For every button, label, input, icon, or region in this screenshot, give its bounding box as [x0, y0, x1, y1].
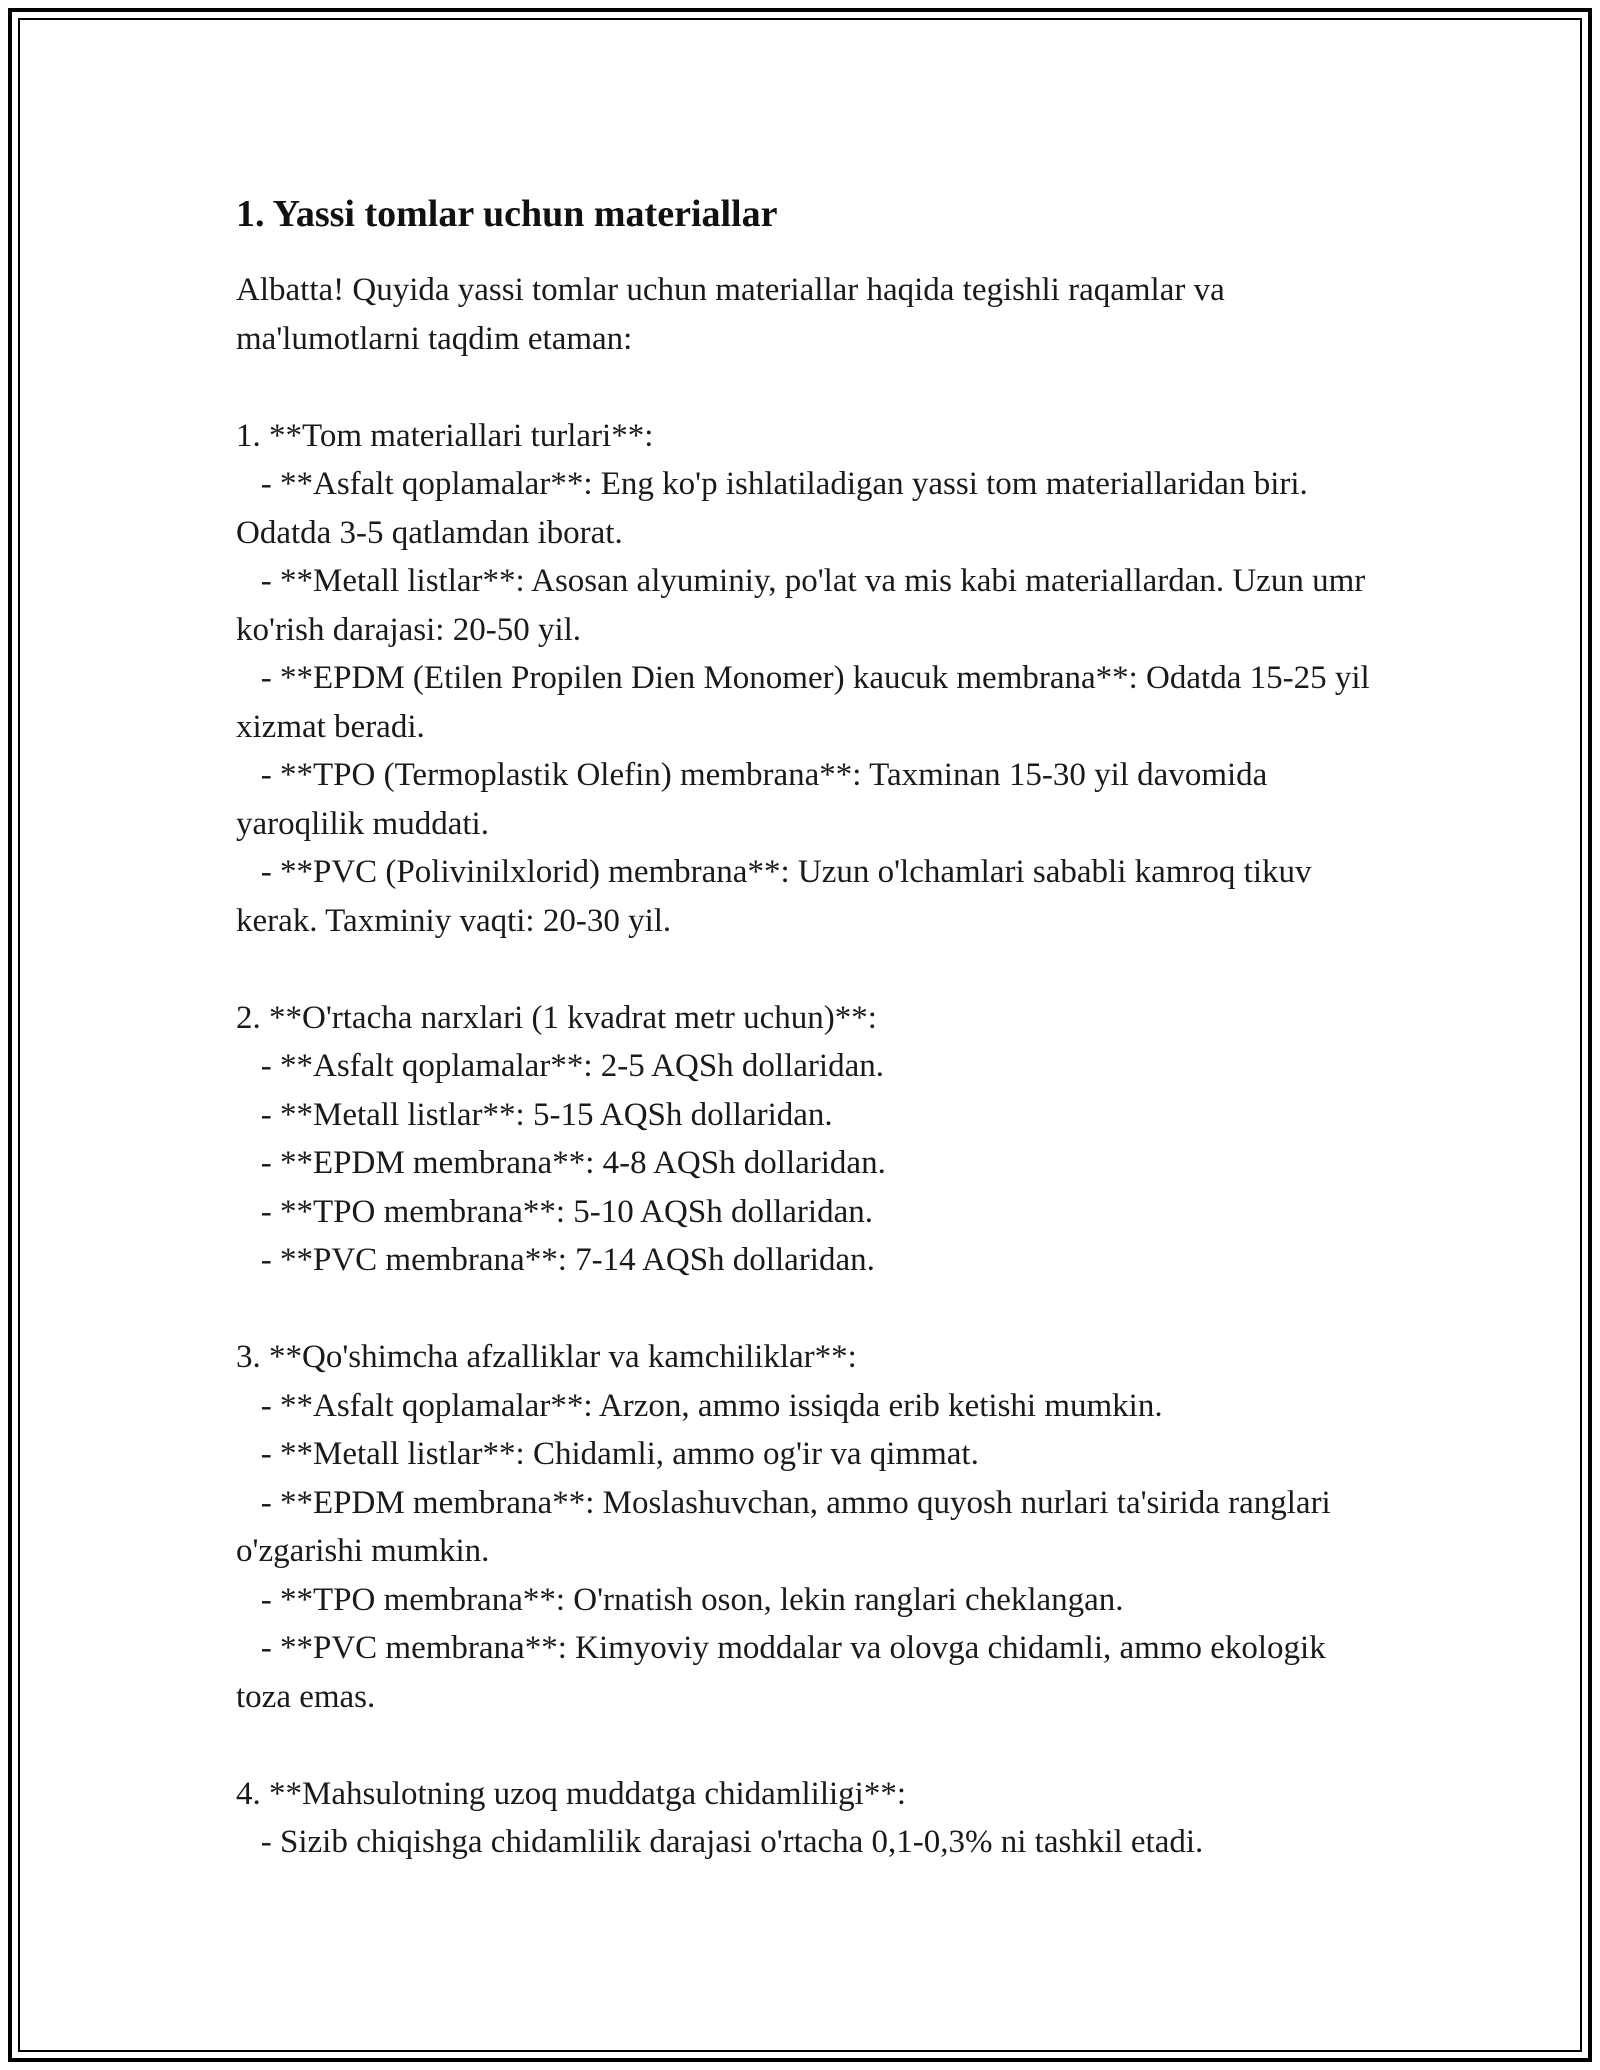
list-item: - **EPDM (Etilen Propilen Dien Monomer) kaucuk membrana**: Odatda 15-25 yil xizmat beradi.	[236, 660, 1370, 745]
section-1	[236, 412, 1376, 946]
section-4	[236, 1770, 1376, 1867]
list-item: - **PVC (Polivinilxlorid) membrana**: Uzun o'lchamlari sababli kamroq tikuv kerak. Taxminiy vaqti: 20-30 yil.	[236, 854, 1312, 939]
list-item: - **EPDM membrana**: 4-8 AQSh dollaridan.	[260, 1145, 886, 1181]
list-item: - **TPO membrana**: 5-10 AQSh dollaridan.	[260, 1193, 873, 1230]
list-item: - **EPDM membrana**: Moslashuvchan, ammo quyosh nurlari ta'sirida ranglari o'zgarishi mumkin.	[236, 1484, 1331, 1569]
list-item: - **Asfalt qoplamalar**: Arzon, ammo issiqda erib ketishi mumkin.	[260, 1387, 1163, 1424]
spacer	[236, 1285, 1376, 1334]
list-item: - **Asfalt qoplamalar**: 2-5 AQSh dollaridan.	[260, 1048, 884, 1084]
section-heading: 1. **Tom materiallari turlari**:	[236, 417, 654, 454]
intro-paragraph: Albatta! Quyida yassi tomlar uchun materiallar haqida tegishli raqamlar va ma'lumotlarni taqdim etaman:	[236, 272, 1225, 357]
list-item: - **Metall listlar**: 5-15 AQSh dollaridan.	[260, 1096, 833, 1133]
page-title: 1. Yassi tomlar uchun materiallar	[236, 193, 778, 235]
spacer	[236, 945, 1376, 994]
section-2	[236, 994, 1376, 1285]
list-item: - Sizib chiqishga chidamlilik darajasi o'rtacha 0,1-0,3% ni tashkil etadi.	[260, 1824, 1204, 1860]
section-heading: 3. **Qo'shimcha afzalliklar va kamchiliklar**:	[236, 1339, 857, 1375]
section-3	[236, 1333, 1376, 1721]
spacer	[236, 363, 1376, 412]
spacer	[236, 1721, 1376, 1770]
list-item: - **PVC membrana**: 7-14 AQSh dollaridan.	[260, 1242, 875, 1278]
section-heading: 2. **O'rtacha narxlari (1 kvadrat metr uchun)**:	[236, 999, 877, 1036]
list-item: - **Metall listlar**: Asosan alyuminiy, po'lat va mis kabi materiallardan. Uzun umr ko'rish darajasi: 20-50 yil.	[236, 563, 1366, 648]
list-item: - **TPO membrana**: O'rnatish oson, lekin ranglari cheklangan.	[260, 1581, 1124, 1618]
section-heading: 4. **Mahsulotning uzoq muddatga chidamliligi**:	[236, 1775, 907, 1812]
document-body	[236, 188, 1376, 1867]
list-item: - **Asfalt qoplamalar**: Eng ko'p ishlatiladigan yassi tom materiallaridan biri. Odatda 3-5 qatlamdan iborat.	[236, 466, 1308, 551]
list-item: - **Metall listlar**: Chidamli, ammo og'ir va qimmat.	[260, 1436, 979, 1472]
list-item: - **PVC membrana**: Kimyoviy moddalar va olovga chidamli, ammo ekologik toza emas.	[236, 1630, 1326, 1715]
list-item: - **TPO (Termoplastik Olefin) membrana**: Taxminan 15-30 yil davomida yaroqlilik muddati.	[236, 757, 1268, 842]
